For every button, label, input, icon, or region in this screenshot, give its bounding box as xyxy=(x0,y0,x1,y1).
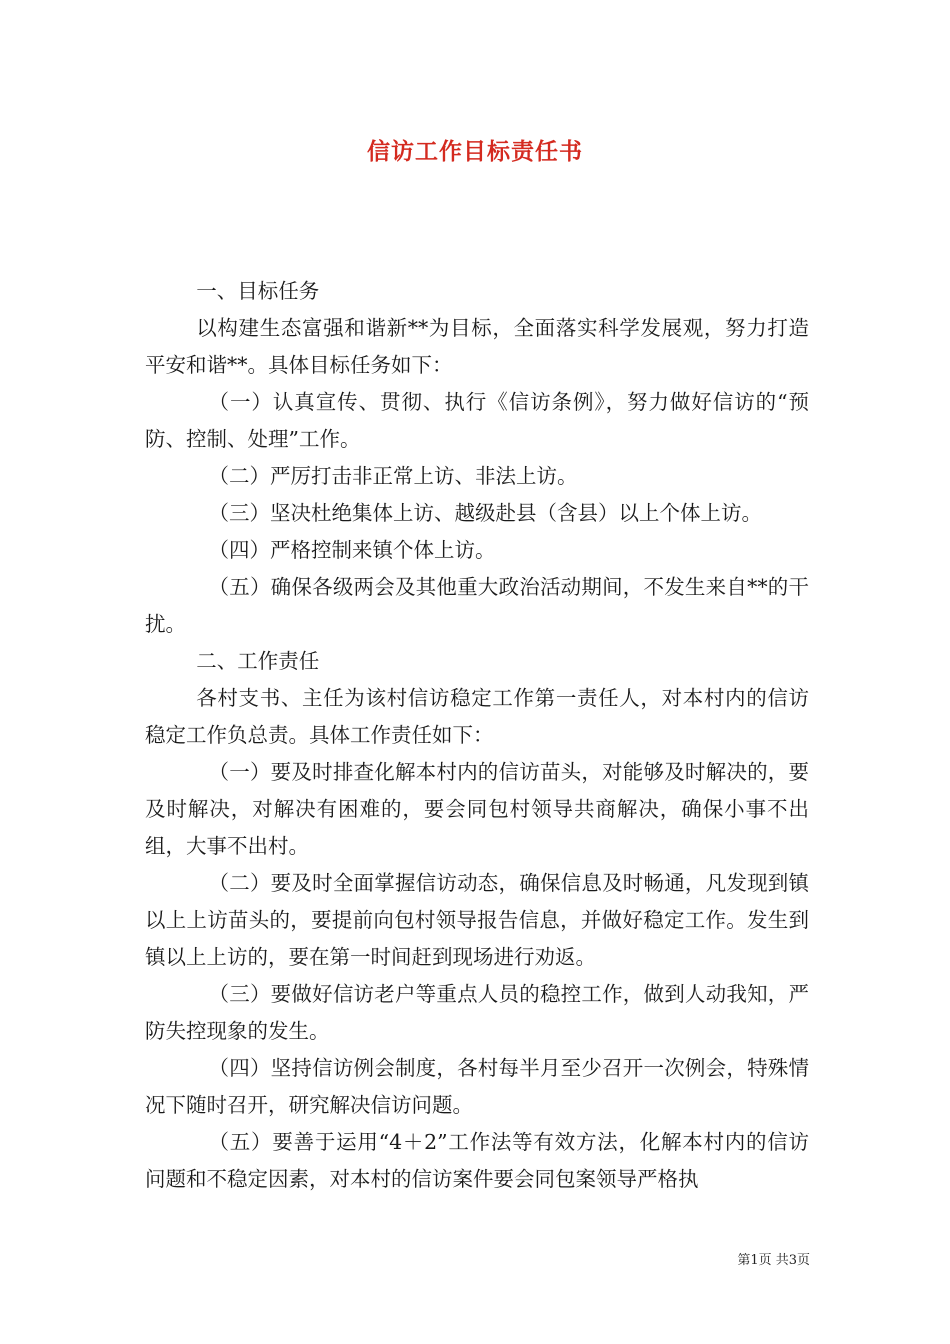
page-title: 信访工作目标责任书 xyxy=(367,138,583,165)
list-item: （五）要善于运用“4＋2”工作法等有效方法，化解本村内的信访问题和不稳定因素，对本村的信访案件要会同包案领导严格执 xyxy=(145,1130,809,1191)
paragraph: 各村支书、主任为该村信访稳定工作第一责任人，对本村内的信访稳定工作负总责。具体工作责任如下： xyxy=(145,686,809,747)
list-item: （三）坚决杜绝集体上访、越级赴县（含县）以上个体上访。 xyxy=(208,501,763,525)
list-item: （三）要做好信访老户等重点人员的稳控工作，做到人动我知，严防失控现象的发生。 xyxy=(145,982,809,1043)
list-item: （二）要及时全面掌握信访动态，确保信息及时畅通，凡发现到镇以上上访苗头的，要提前向包村领导报告信息，并做好稳定工作。发生到镇以上上访的，要在第一时间赶到现场进行劝返。 xyxy=(145,871,809,969)
list-item: （一）认真宣传、贯彻、执行《信访条例》，努力做好信访的“预防、控制、处理”工作。 xyxy=(145,390,809,451)
list-item: （二）严厉打击非正常上访、非法上访。 xyxy=(208,464,578,488)
list-item: （一）要及时排查化解本村内的信访苗头，对能够及时解决的，要及时解决，对解决有困难的，要会同包村领导共商解决，确保小事不出组，大事不出村。 xyxy=(145,760,809,858)
list-item: （五）确保各级两会及其他重大政治活动期间，不发生来自**的干扰。 xyxy=(145,575,809,636)
section-heading-responsibilities: 二、工作责任 xyxy=(196,649,320,673)
section-heading-targets: 一、目标任务 xyxy=(196,279,320,303)
list-item: （四）坚持信访例会制度，各村每半月至少召开一次例会，特殊情况下随时召开，研究解决信访问题。 xyxy=(145,1056,809,1117)
paragraph: 以构建生态富强和谐新**为目标，全面落实科学发展观，努力打造平安和谐**。具体目标任务如下： xyxy=(145,316,809,377)
list-item: （四）严格控制来镇个体上访。 xyxy=(208,538,496,562)
page-number: 第1页 共3页 xyxy=(737,1253,810,1268)
document-body xyxy=(145,273,809,1198)
